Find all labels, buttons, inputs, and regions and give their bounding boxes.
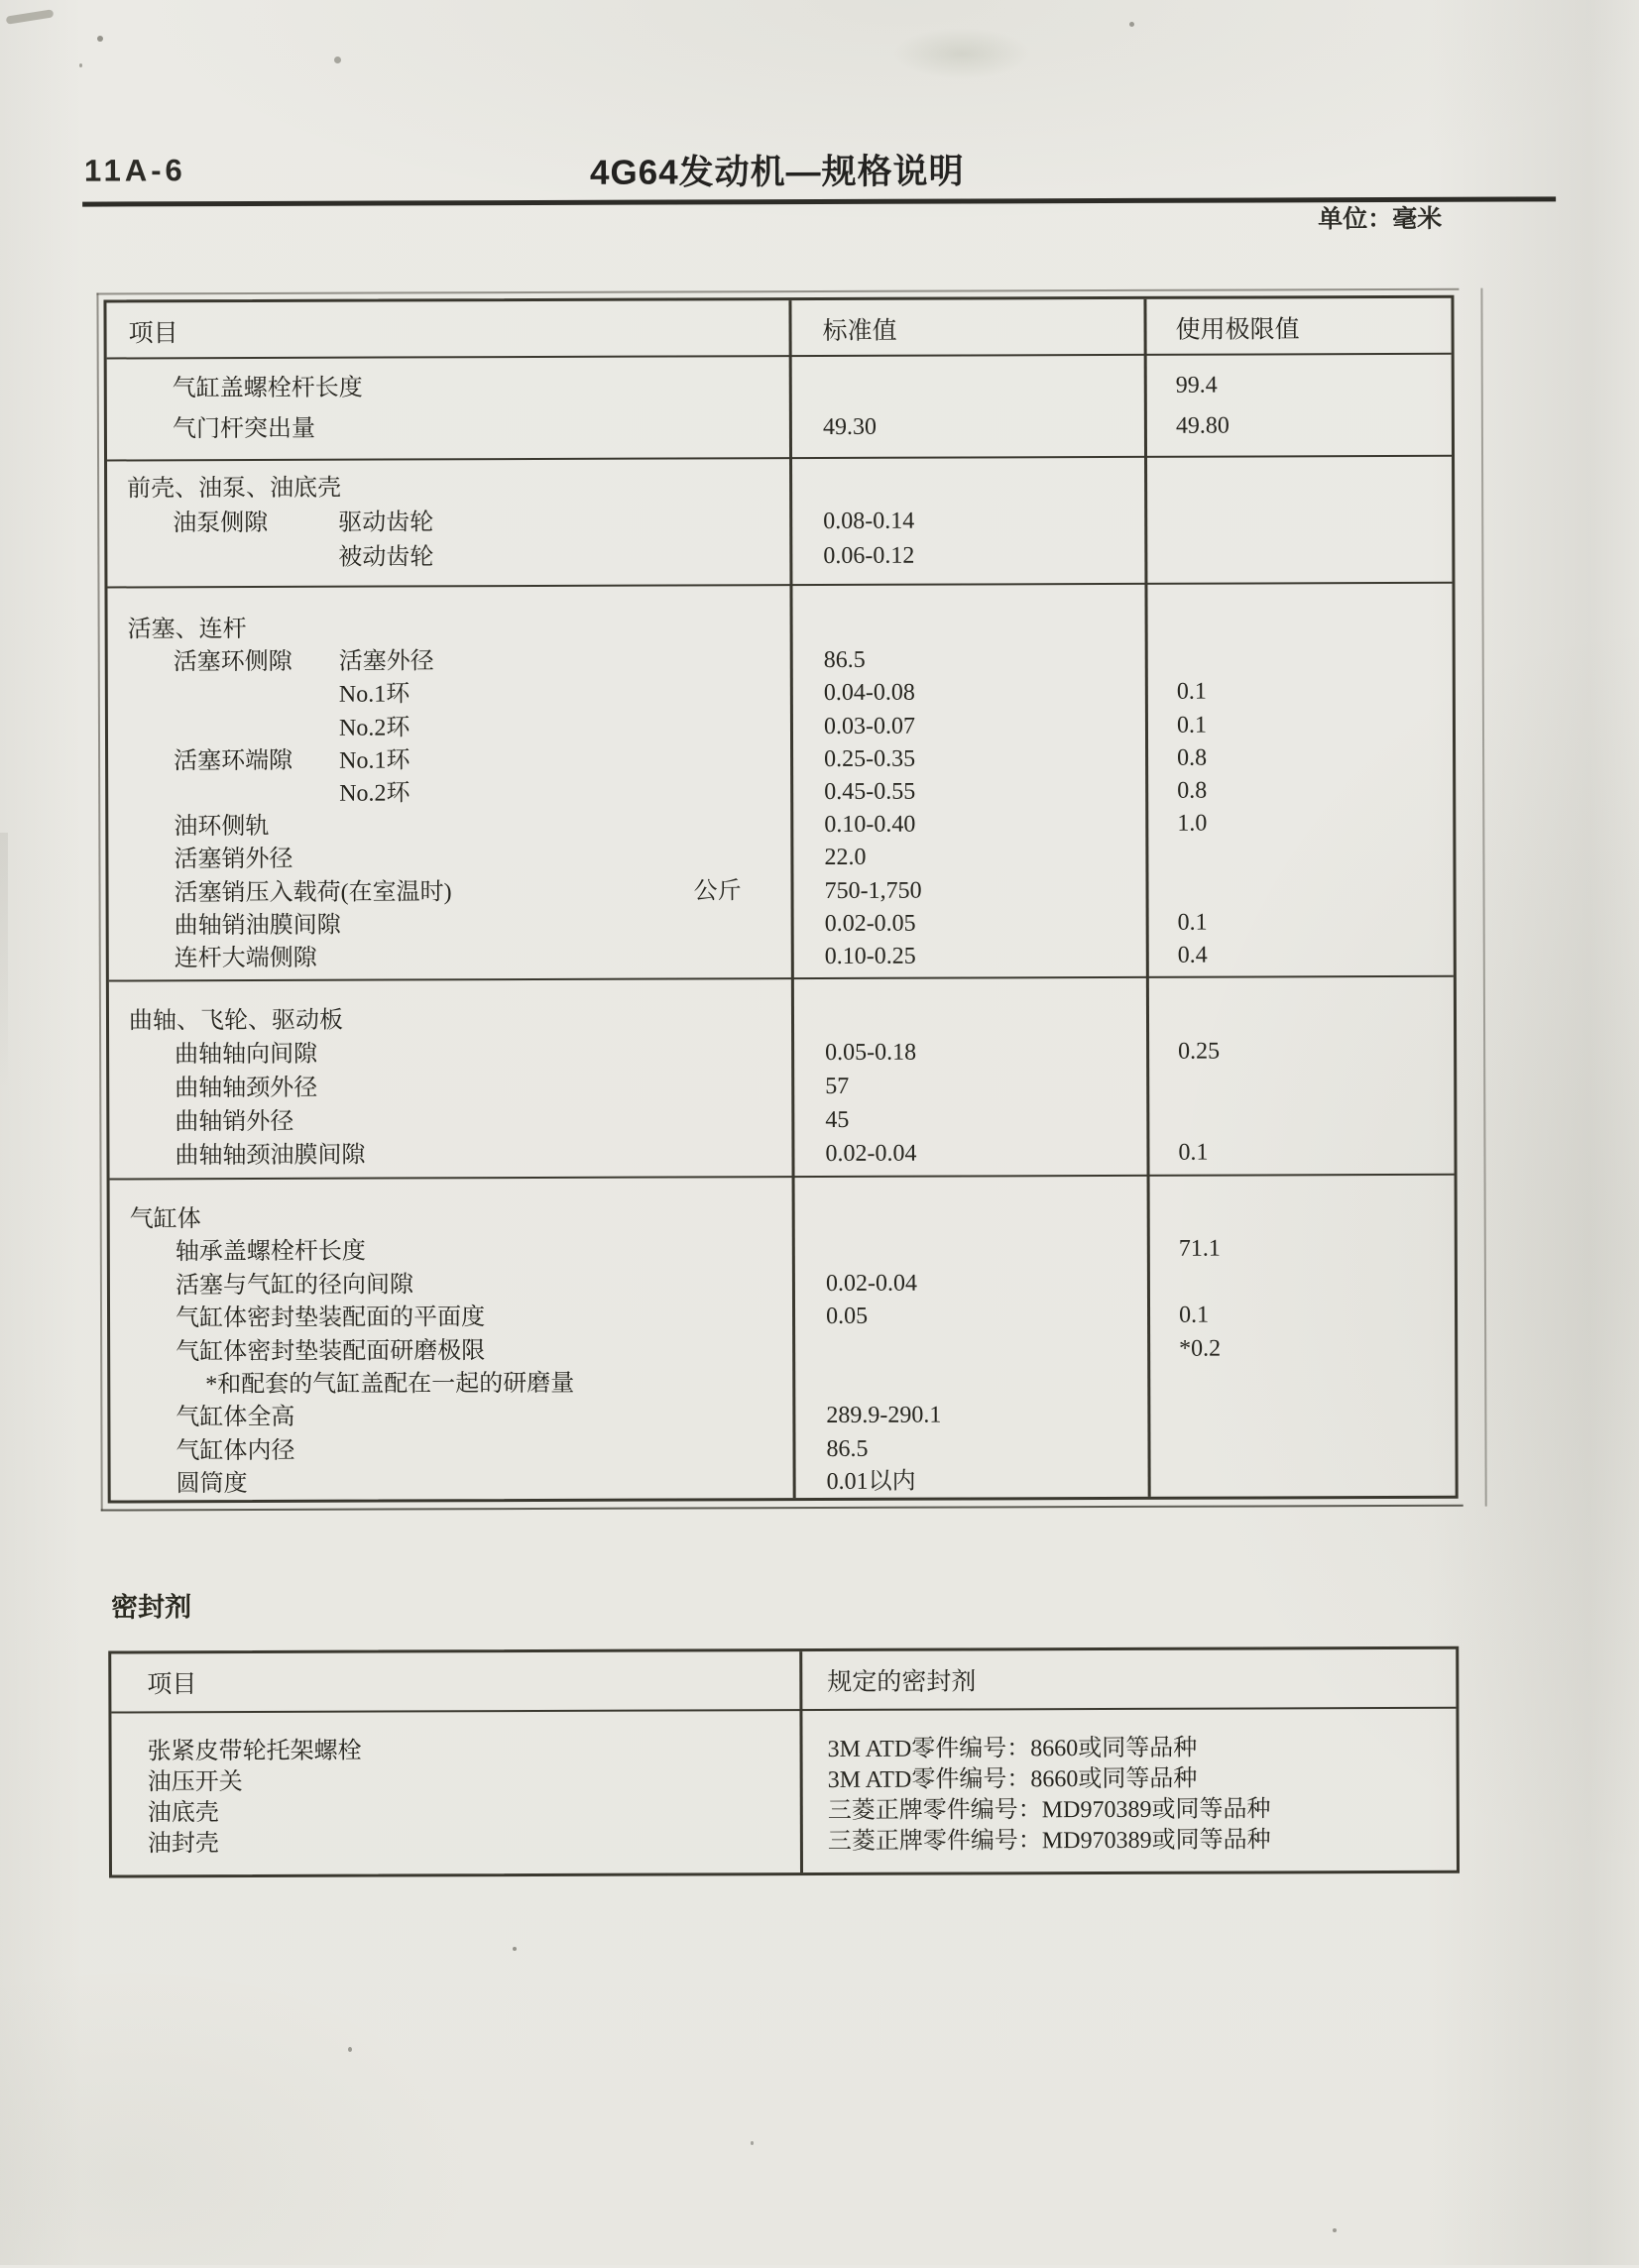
sealant-value: 三菱正牌零件编号：MD970389或同等品种 [827,1827,1271,1855]
scan-ghost-line [1480,288,1486,1507]
spec-row [110,1233,1455,1271]
spec-table-body [107,353,1456,1507]
standard-value: 0.03-0.07 [823,713,916,739]
limit-value [1149,1399,1461,1432]
standard-value [794,1201,1149,1236]
limit-value [1150,1465,1462,1499]
item-sublabel: No.1环 [338,681,410,709]
spec-section [110,1174,1456,1507]
standard-value: 0.06-0.12 [823,542,915,569]
item-cell [110,1269,794,1304]
standard-value: 86.5 [823,647,866,674]
standard-value: 0.05-0.18 [825,1039,917,1066]
item-cell [107,541,791,578]
spec-row [107,470,1452,510]
standard-value: 0.10-0.25 [824,943,916,969]
item-cell [110,1401,794,1436]
item-label [174,735,339,736]
limit-value [1146,539,1458,575]
item-label: 活塞环端隙 [174,747,293,775]
limit-value: *0.2 [1179,1335,1222,1362]
spec-row [109,906,1454,944]
spec-section [107,455,1452,587]
limit-value: 0.4 [1177,942,1208,968]
limit-value: 49.80 [1175,412,1229,439]
standard-value: 0.10-0.40 [824,811,916,839]
item-sublabel: No.2环 [339,780,410,807]
page-title: 4G64发动机—规格说明 [589,152,965,192]
limit-value [1147,611,1459,644]
sealant-table-header [111,1649,1456,1714]
spec-row [110,1300,1455,1337]
spec-table-header [106,298,1451,358]
standard-value: 0.08-0.14 [823,508,915,534]
item-cell [108,876,792,912]
standard-value: 22.0 [824,845,867,871]
standard-value [793,1003,1148,1038]
limit-value: 0.1 [1178,1302,1210,1328]
item-cell [108,744,792,780]
limit-value [1147,841,1459,874]
item-cell [109,1072,793,1107]
item-label: 活塞与气缸的径向间隙 [175,1272,413,1300]
item-label: 曲轴销油膜间隙 [174,912,341,939]
standard-value [794,1333,1149,1368]
standard-value: 0.04-0.08 [823,680,915,707]
item-label: 气缸盖螺栓杆长度 [172,375,363,402]
spec-row [108,775,1453,813]
item-label: 曲轴轴颈外径 [175,1075,318,1102]
item-label [174,702,339,703]
item-label: 气缸体 [129,1206,201,1233]
standard-value: 45 [825,1106,850,1133]
spec-section [109,975,1455,1179]
item-label: 曲轴销外径 [175,1108,294,1136]
unit-note: 单位：毫米 [1318,204,1443,234]
item-label: 曲轴轴向间隙 [175,1041,318,1069]
header-sealant: 规定的密封剂 [827,1668,977,1696]
standard-value [791,371,1146,412]
standard-value: 0.01以内 [826,1468,916,1496]
item-cell [108,777,792,813]
item-cell [108,843,792,878]
standard-value: 86.5 [826,1435,869,1462]
scan-ghost-line [96,288,1459,295]
limit-value [1148,1070,1460,1104]
item-cell [110,1335,794,1371]
item-cell [107,507,791,543]
standard-value [792,612,1147,645]
standard-value [794,1367,1149,1402]
limit-value [1146,505,1458,540]
sealant-row [112,1794,1457,1830]
standard-value: 0.02-0.04 [825,1140,917,1167]
item-label: 曲轴、飞轮、驱动板 [128,1007,344,1035]
spec-row [110,1332,1455,1370]
spec-row [109,1137,1454,1176]
item-cell [108,678,792,714]
item-label: 油压开关 [147,1769,243,1796]
standard-value: 0.45-0.55 [824,778,916,805]
item-label: 气缸体密封垫装配面研磨极限 [176,1337,486,1365]
standard-value: 0.02-0.05 [824,910,916,937]
limit-value: 0.25 [1178,1038,1221,1065]
item-cell [110,1434,794,1470]
limit-value [1149,1200,1461,1234]
item-label: *和配套的气缸盖配在一起的研磨量 [205,1370,575,1399]
item-label: 曲轴轴颈油膜间隙 [175,1142,366,1170]
item-cell [110,1368,794,1404]
item-label: 油封壳 [147,1831,219,1858]
item-cell [109,1004,793,1040]
spec-row [109,1070,1454,1108]
limit-value: 0.1 [1178,1139,1209,1166]
item-label: 活塞环侧隙 [173,649,293,676]
limit-value [1148,1002,1460,1037]
item-cell [108,613,792,648]
item-cell [109,909,793,945]
item-label: 轴承盖螺栓杆长度 [175,1238,366,1266]
unit-label: 公斤 [693,877,742,904]
spec-row [109,1002,1454,1041]
spec-row [110,1267,1455,1304]
spec-row [111,1465,1456,1503]
standard-value [791,471,1146,507]
item-cell [107,372,791,414]
item-cell [109,1139,793,1175]
limit-value [1148,1103,1460,1138]
item-cell [111,1467,795,1503]
limit-value: 71.1 [1178,1235,1221,1263]
item-label: 气缸体内径 [176,1437,295,1465]
item-sublabel: 驱动齿轮 [338,510,434,536]
limit-value: 0.8 [1177,744,1208,771]
sealant-value: 3M ATD零件编号：8660或同等品种 [827,1735,1198,1762]
limit-value [1147,873,1459,907]
item-label: 油底壳 [147,1800,219,1827]
standard-value: 57 [825,1073,850,1099]
item-label: 活塞销外径 [174,847,293,873]
item-cell [107,412,791,455]
item-cell [110,1235,794,1271]
scan-ghost-line [96,293,102,1512]
standard-value: 0.05 [826,1304,869,1330]
standard-value: 49.30 [822,413,877,440]
limit-value: 0.8 [1177,777,1208,804]
item-cell [110,1302,794,1337]
spec-row [108,676,1453,714]
sealant-row [112,1733,1457,1768]
item-sublabel: 活塞外径 [338,648,434,675]
spec-row [108,611,1453,648]
spec-row [110,1366,1455,1404]
spec-row [108,742,1453,780]
standard-value [794,1234,1149,1269]
limit-value: 1.0 [1177,810,1208,837]
item-label: 张紧皮带轮托架螺栓 [147,1738,362,1765]
limit-value [1147,643,1459,677]
spec-section [107,353,1452,460]
spec-row [108,808,1453,846]
sealant-table-body [111,1709,1457,1861]
limit-value [1149,1431,1461,1465]
spec-row [110,1431,1455,1469]
spec-row [109,1036,1454,1075]
spec-row [110,1399,1455,1436]
spec-table [103,295,1458,1504]
item-label: 活塞、连杆 [127,617,247,643]
item-label: 活塞销压入载荷(在室温时) [174,878,452,906]
standard-value: 750-1,750 [824,877,922,904]
item-cell [108,810,792,846]
item-sublabel: 被动齿轮 [338,544,434,571]
item-label: 气缸体全高 [176,1405,295,1431]
limit-value: 0.1 [1176,712,1208,738]
limit-value [1149,1366,1461,1400]
spec-row [107,370,1452,415]
page-number: 11A-6 [83,153,186,188]
standard-value: 0.02-0.04 [825,1270,917,1297]
sealant-value: 三菱正牌零件编号：MD970389或同等品种 [827,1796,1271,1824]
item-label: 前壳、油泵、油底壳 [127,475,342,503]
item-label: 油环侧轨 [174,814,270,841]
item-label [173,565,338,566]
item-cell [108,645,792,681]
item-cell [110,1202,794,1238]
item-label: 气门杆突出量 [172,415,315,443]
item-label [174,801,339,802]
spec-row [108,873,1453,911]
limit-value: 0.1 [1176,679,1207,706]
sealant-heading: 密封剂 [111,1592,192,1623]
sealant-row [112,1825,1457,1861]
sealant-table [108,1646,1460,1878]
item-label: 连杆大端侧隙 [174,945,317,972]
sealant-row [112,1763,1457,1799]
spec-row [108,841,1453,878]
item-sublabel: No.2环 [338,715,410,741]
standard-value: 289.9-290.1 [826,1402,942,1429]
spec-row [109,940,1454,977]
standard-value: 0.25-0.35 [824,745,916,772]
item-label: 油泵侧隙 [173,510,269,537]
item-label: 圆筒度 [176,1471,248,1498]
spec-row [107,539,1452,579]
header-limit: 使用极限值 [1175,315,1300,344]
limit-value: 99.4 [1175,372,1218,398]
spec-row [108,709,1453,746]
limit-value [1146,470,1458,506]
spec-section [107,582,1453,980]
spec-row [107,505,1452,544]
item-cell [109,942,793,977]
header-item: 项目 [128,319,178,347]
item-sublabel: No.1环 [339,747,410,774]
spec-row [109,1103,1454,1142]
item-cell [108,712,792,747]
sealant-value: 3M ATD零件编号：8660或同等品种 [827,1765,1198,1793]
limit-value: 0.1 [1177,909,1208,936]
item-label: 气缸体密封垫装配面的平面度 [176,1304,486,1332]
limit-value [1149,1267,1461,1301]
item-cell [109,1038,793,1074]
header-standard: 标准值 [822,317,897,345]
item-cell [107,472,791,509]
spec-row [107,410,1452,456]
item-cell [109,1105,793,1141]
header-item: 项目 [147,1671,197,1699]
spec-row [110,1200,1455,1238]
spec-row [108,643,1453,681]
